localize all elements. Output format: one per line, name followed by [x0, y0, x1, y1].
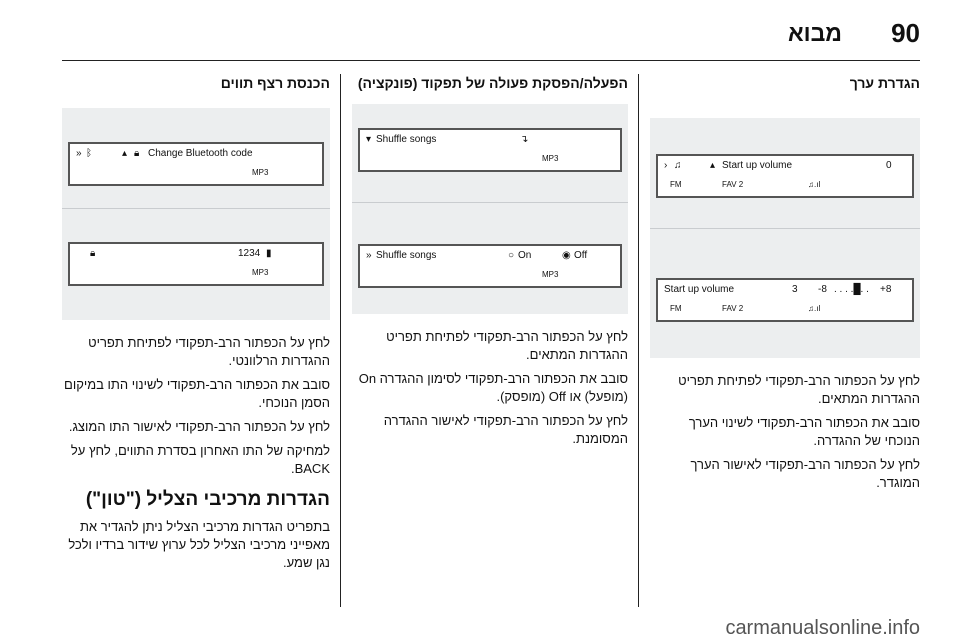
source-label: MP3	[542, 270, 559, 279]
double-chevron-icon: »	[76, 148, 82, 159]
lcd-screen-bluetooth	[68, 142, 324, 186]
screen-illustration	[62, 108, 330, 320]
radio-empty-icon: ○	[508, 250, 515, 261]
screen-title: Start up volume	[722, 160, 793, 171]
option-on: On	[518, 250, 532, 261]
column-toggle-function	[352, 74, 628, 454]
instruction-paragraph: סובב את הכפתור הרב-תפקודי לשינוי הערך הנוכחי של ההגדרה.	[688, 415, 920, 448]
column-heading: הכנסת רצף תווים	[220, 75, 330, 91]
column-divider-right	[638, 74, 639, 607]
page-number: 90	[891, 18, 920, 48]
instruction-paragraph: לחץ על הכפתור הרב-תפקודי לאישור ההגדרה המסומנת.	[383, 413, 628, 446]
instruction-paragraph: לחץ על הכפתור הרב-תפקודי לפתיחת תפריט ההגדרות המתאים.	[386, 329, 628, 362]
instruction-paragraph: סובב את הכפתור הרב-תפקודי לסימון ההגדרה On (מופעל) או Off (מופסק).	[358, 371, 628, 404]
screen-title: Shuffle songs	[376, 250, 437, 261]
option-off: Off	[574, 250, 588, 261]
band-label: FM	[670, 304, 682, 313]
code-value: 1234	[238, 248, 261, 259]
volume-value: 0	[886, 160, 892, 171]
triangle-up-icon: ▴	[710, 160, 716, 171]
bluetooth-icon: ᛒ	[86, 148, 92, 159]
signal-strength-icon: ♫.ıl	[808, 304, 821, 313]
dropdown-arrow-icon: ▾	[366, 134, 372, 145]
lcd-screen-code-entry	[68, 242, 324, 286]
lock-icon: 🔒︎	[134, 148, 140, 159]
shuffle-icon: ↴	[520, 134, 529, 145]
instructions	[62, 334, 330, 572]
watermark: carmanualsonline.info	[725, 617, 920, 639]
lcd-screen-shuffle-options	[358, 244, 622, 288]
slider-max: +8	[880, 284, 892, 295]
lcd-screen-start-volume	[656, 154, 914, 198]
sound-settings-heading: הגדרות מרכיבי הצליל ("טון")	[85, 489, 330, 510]
column-heading: הגדרת ערך	[849, 75, 920, 91]
instruction-paragraph: לחץ על הכפתור הרב-תפקודי לפתיחת תפריט ההגדרות המתאים.	[678, 373, 920, 406]
triangle-up-icon: ▴	[122, 148, 128, 159]
radio-selected-icon: ◉	[562, 250, 571, 261]
source-label: MP3	[252, 168, 269, 177]
sound-settings-paragraph: בתפריט הגדרות מרכיבי הצליל ניתן להגדיר את מאפייני מרכיבי הצליל לכל ערוץ שידור ברדיו ולכל נגן שמע.	[68, 519, 330, 570]
lock-icon: 🔒︎	[90, 248, 96, 259]
lcd-screen-shuffle	[358, 128, 622, 172]
cursor-icon: ▮	[266, 248, 272, 259]
double-chevron-icon: »	[366, 250, 372, 261]
band-label: FM	[670, 180, 682, 189]
source-label: MP3	[542, 154, 559, 163]
screen-title: Start up volume	[664, 284, 735, 295]
instruction-paragraph: סובב את הכפתור הרב-תפקודי לשינוי התו במיקום הסמן הנוכחי.	[64, 377, 330, 410]
volume-slider-icon: . . . .█. .	[834, 284, 869, 295]
instructions	[650, 372, 920, 492]
column-set-value	[650, 74, 920, 498]
screen-illustration	[650, 118, 920, 358]
favourite-label: FAV 2	[722, 304, 744, 313]
instruction-paragraph: לחץ על הכפתור הרב-תפקודי לפתיחת תפריט ההגדרות הרלוונטי.	[88, 335, 330, 368]
instruction-paragraph: לחץ על הכפתור הרב-תפקודי לאישור הערך המוגדר.	[690, 457, 920, 490]
instructions	[352, 328, 628, 448]
column-heading: הפעלה/הפסקת פעולה של תפקוד (פונקציה)	[357, 75, 628, 91]
instruction-paragraph: למחיקה של התו האחרון בסדרת התווים, לחץ על BACK.	[70, 443, 330, 476]
screen-illustration	[352, 104, 628, 314]
lcd-screen-volume-slider	[656, 278, 914, 322]
section-title: מבוא	[787, 20, 842, 46]
music-note-icon: ♫	[674, 160, 682, 171]
column-divider-left	[340, 74, 341, 607]
slider-min: -8	[818, 284, 827, 295]
favourite-label: FAV 2	[722, 180, 744, 189]
header-rule	[62, 60, 920, 61]
slider-current: 3	[792, 284, 798, 295]
instruction-paragraph: לחץ על הכפתור הרב-תפקודי לאישור התו המוצג.	[68, 419, 330, 434]
signal-strength-icon: ♫.ıl	[808, 180, 821, 189]
page-header	[40, 18, 920, 58]
screen-title: Change Bluetooth code	[148, 148, 253, 159]
screen-title: Shuffle songs	[376, 134, 437, 145]
column-enter-characters	[62, 74, 330, 578]
chevron-right-icon: ›	[664, 160, 668, 171]
source-label: MP3	[252, 268, 269, 277]
